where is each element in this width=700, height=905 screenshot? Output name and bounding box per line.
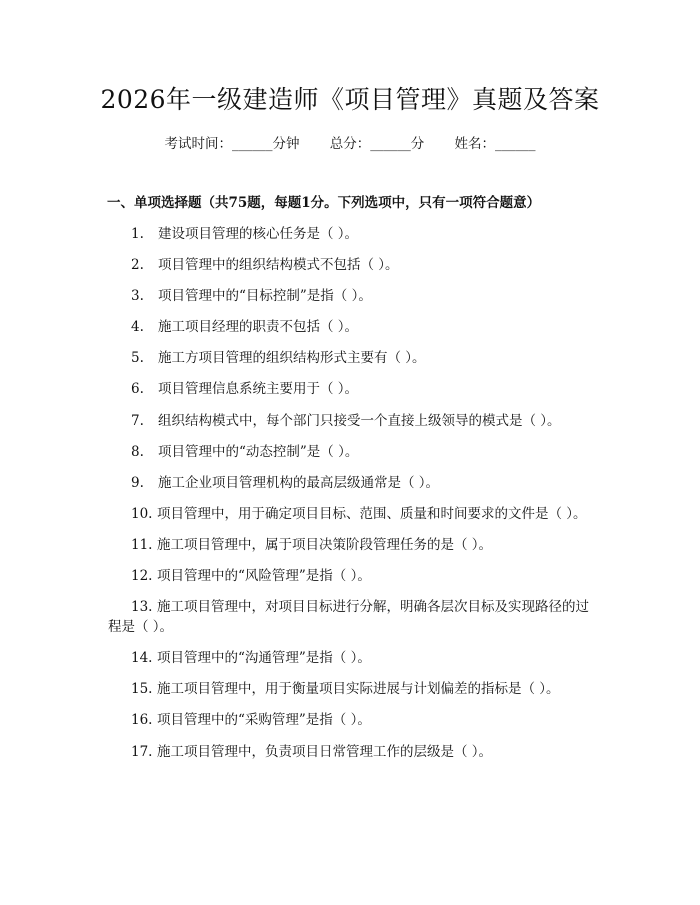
question-text: 施工项目经理的职责不包括（ ）。	[158, 319, 359, 336]
question-number: 13.	[131, 599, 153, 616]
exam-score: 总分：______分	[329, 136, 425, 152]
exam-name: 姓名：______	[454, 136, 536, 152]
question-number: 3.	[131, 288, 144, 305]
question-item	[108, 442, 598, 462]
question-text: 项目管理中，用于确定项目目标、范围、质量和时间要求的文件是（ ）。	[157, 505, 587, 522]
question-text: 组织结构模式中，每个部门只接受一个直接上级领导的模式是（ ）。	[158, 412, 561, 429]
exam-info-line	[0, 132, 700, 152]
question-number: 17.	[131, 743, 153, 760]
question-item	[108, 255, 598, 275]
question-item	[108, 535, 598, 555]
question-item	[108, 224, 598, 244]
question-item	[108, 742, 598, 762]
question-text: 项目管理信息系统主要用于（ ）。	[158, 381, 359, 398]
question-number: 1.	[131, 226, 144, 242]
question-text: 项目管理中的“目标控制”是指（ ）。	[158, 288, 372, 305]
question-text: 施工项目管理中，属于项目决策阶段管理任务的是（ ）。	[157, 536, 493, 553]
question-number: 2.	[131, 257, 144, 274]
question-item	[108, 566, 598, 586]
question-text: 项目管理中的组织结构模式不包括（ ）。	[158, 257, 399, 274]
question-text: 施工方项目管理的组织结构形式主要有（ ）。	[158, 350, 426, 367]
question-number: 11.	[131, 536, 153, 553]
question-number: 7.	[131, 412, 144, 429]
question-item	[108, 710, 598, 730]
question-item	[108, 473, 598, 493]
question-item	[108, 317, 598, 337]
question-number: 8.	[131, 443, 144, 460]
question-number: 6.	[131, 381, 144, 398]
question-number: 4.	[131, 319, 144, 336]
question-item	[108, 379, 598, 399]
question-number: 15.	[131, 681, 153, 698]
question-number: 14.	[131, 650, 153, 667]
question-text: 施工项目管理中，对项目目标进行分解，明确各层次目标及实现路径的过程是（ ）。	[108, 599, 589, 636]
document-title: 2026年一级建造师《项目管理》真题及答案	[100, 85, 600, 114]
question-text: 施工企业项目管理机构的最高层级通常是（ ）。	[158, 474, 440, 491]
question-number: 16.	[131, 712, 153, 729]
question-number: 10.	[131, 505, 153, 522]
question-item	[108, 286, 598, 306]
question-text: 项目管理中的“风险管理”是指（ ）。	[157, 568, 371, 585]
section-heading: 一、单项选择题（共75题，每题1分。下列选项中，只有一项符合题意）	[107, 195, 541, 211]
question-item	[108, 348, 598, 368]
question-item	[108, 679, 598, 699]
exam-time: 考试时间：______分钟	[164, 136, 300, 152]
question-text: 施工项目管理中，负责项目日常管理工作的层级是（ ）。	[157, 743, 493, 760]
question-item	[108, 597, 598, 637]
question-number: 9.	[131, 474, 144, 491]
question-text: 施工项目管理中，用于衡量项目实际进展与计划偏差的指标是（ ）。	[157, 681, 560, 698]
question-item	[108, 411, 598, 431]
question-text: 项目管理中的“动态控制”是（ ）。	[158, 443, 359, 460]
question-number: 12.	[131, 568, 153, 585]
question-item	[108, 648, 598, 668]
question-list	[108, 224, 598, 773]
question-number: 5.	[131, 350, 144, 367]
question-text: 项目管理中的“采购管理”是指（ ）。	[157, 712, 371, 729]
question-text: 建设项目管理的核心任务是（ ）。	[158, 226, 359, 242]
question-item	[108, 504, 598, 524]
question-text: 项目管理中的“沟通管理”是指（ ）。	[157, 650, 371, 667]
